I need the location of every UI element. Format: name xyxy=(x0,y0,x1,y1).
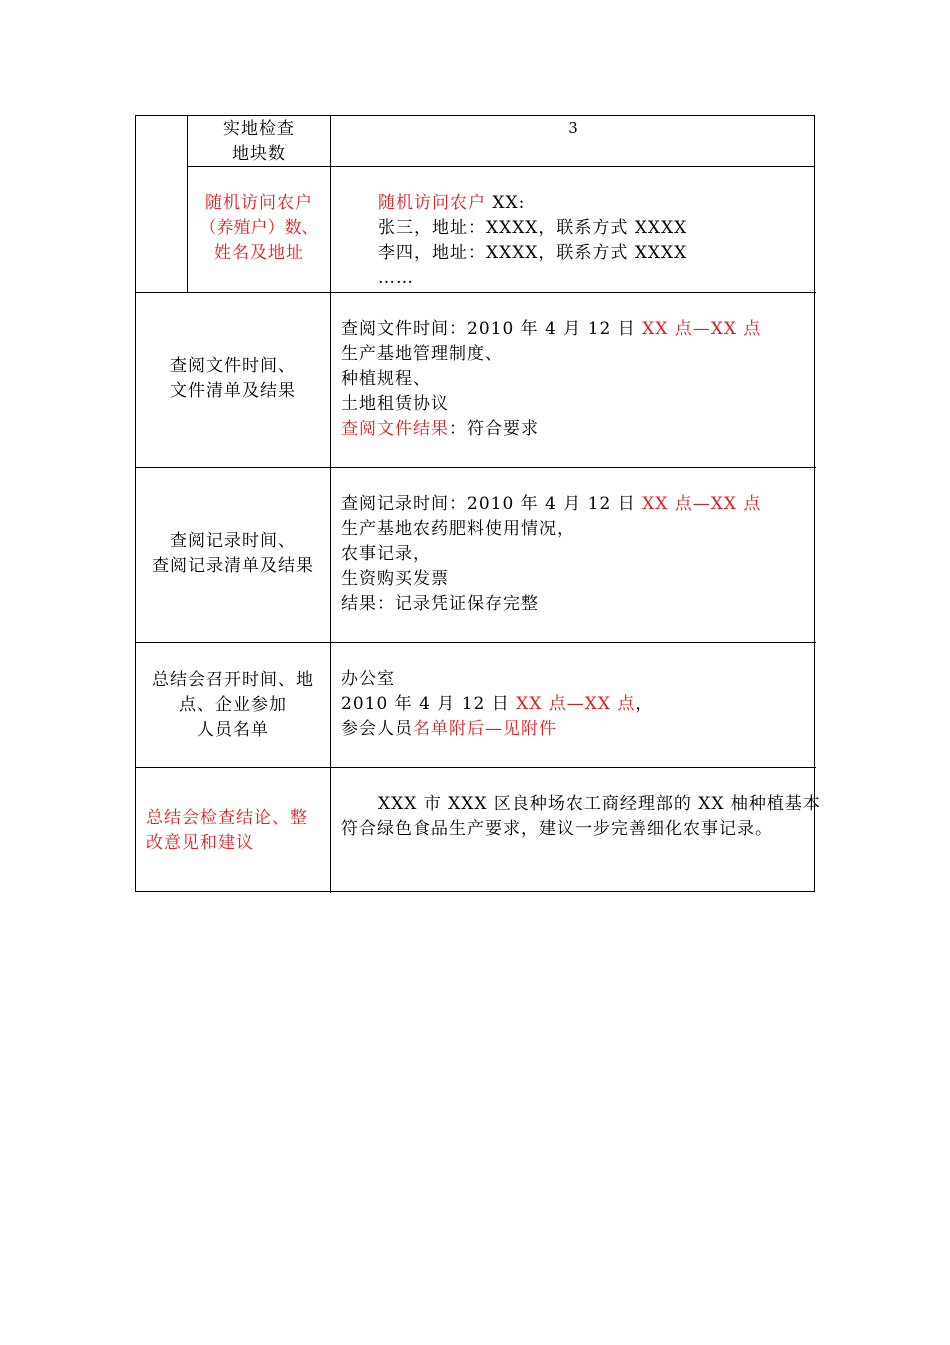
row3-label-line2: 文件清单及结果 xyxy=(170,381,296,401)
row6-line1: XXX 市 XXX 区良种场农工商经理部的 XX 柚种植基本 xyxy=(378,794,821,814)
row4-time-prefix: 查阅记录时间：2010 年 4 月 12 日 xyxy=(341,494,643,514)
row3-result-rest: ：符合要求 xyxy=(449,419,539,439)
row3-content xyxy=(341,317,811,442)
row5-attend-red: 名单附后—见附件 xyxy=(413,719,557,739)
row5-date-red: XX 点—XX 点 xyxy=(516,694,636,714)
row5-line1: 办公室 xyxy=(341,669,395,689)
row2-label-line1: 随机访问农户 xyxy=(205,193,313,213)
row5-date-suffix: ， xyxy=(635,694,654,714)
row3-result xyxy=(341,417,811,442)
row3-label-line1: 查阅文件时间、 xyxy=(170,356,296,376)
row2-line1: 张三，地址：XXXX，联系方式 XXXX xyxy=(378,218,688,238)
row5-label-line3: 人员名单 xyxy=(197,720,269,740)
row4-content xyxy=(341,492,811,617)
row3-time xyxy=(341,317,811,342)
row4-line1: 生产基地农药肥料使用情况， xyxy=(341,519,575,539)
row6-label-line2: 改意见和建议 xyxy=(146,833,254,853)
row3-line3: 土地租赁协议 xyxy=(341,394,449,414)
row4-line3: 生资购买发票 xyxy=(341,569,449,589)
row2-line2: 李四，地址：XXXX，联系方式 XXXX xyxy=(378,243,688,263)
row2-line3: …… xyxy=(378,268,414,288)
row5-label xyxy=(136,668,330,743)
inspection-table xyxy=(135,115,821,892)
row2-title-rest: XX: xyxy=(486,193,526,213)
row2-label xyxy=(188,191,330,266)
row6-line2: 符合绿色食品生产要求，建议一步完善细化农事记录。 xyxy=(341,819,773,839)
row3-label xyxy=(136,354,330,404)
row5-attend xyxy=(341,717,811,742)
row-divider-4 xyxy=(136,642,816,643)
row4-line4: 结果：记录凭证保存完整 xyxy=(341,594,539,614)
row2-label-line2: （养殖户）数、 xyxy=(199,218,319,238)
row1-value: 3 xyxy=(568,119,579,137)
row5-content xyxy=(341,667,811,742)
row3-time-red: XX 点—XX 点 xyxy=(642,319,762,339)
row-divider-3 xyxy=(136,467,816,468)
row4-label-line1: 查阅记录时间、 xyxy=(170,531,296,551)
row5-date xyxy=(341,692,811,717)
row2-label-line3: 姓名及地址 xyxy=(214,243,304,263)
col-divider-main xyxy=(330,116,331,893)
row4-label xyxy=(136,529,330,579)
row-divider-2 xyxy=(136,292,816,293)
row1-label-line2: 地块数 xyxy=(232,144,286,164)
row3-line1: 生产基地管理制度、 xyxy=(341,344,503,364)
row5-date-prefix: 2010 年 4 月 12 日 xyxy=(341,694,517,714)
row2-title xyxy=(378,191,808,216)
row5-label-line1: 总结会召开时间、地 xyxy=(152,670,314,690)
row5-label-line2: 点、企业参加 xyxy=(179,695,287,715)
row1-label-line1: 实地检查 xyxy=(223,119,295,139)
row6-content xyxy=(341,792,821,842)
row3-line2: 种植规程、 xyxy=(341,369,431,389)
row1-label xyxy=(188,117,330,167)
row3-time-prefix: 查阅文件时间：2010 年 4 月 12 日 xyxy=(341,319,643,339)
row6-label xyxy=(146,806,330,856)
row4-line2: 农事记录， xyxy=(341,544,431,564)
row6-label-line1: 总结会检查结论、整 xyxy=(146,808,308,828)
row5-attend-prefix: 参会人员 xyxy=(341,719,413,739)
row4-label-line2: 查阅记录清单及结果 xyxy=(152,556,314,576)
row4-time xyxy=(341,492,811,517)
row4-time-red: XX 点—XX 点 xyxy=(642,494,762,514)
row2-title-red: 随机访问农户 xyxy=(378,193,486,213)
row3-result-red: 查阅文件结果 xyxy=(341,419,449,439)
row2-content xyxy=(378,191,808,291)
row-divider-5 xyxy=(136,767,816,768)
